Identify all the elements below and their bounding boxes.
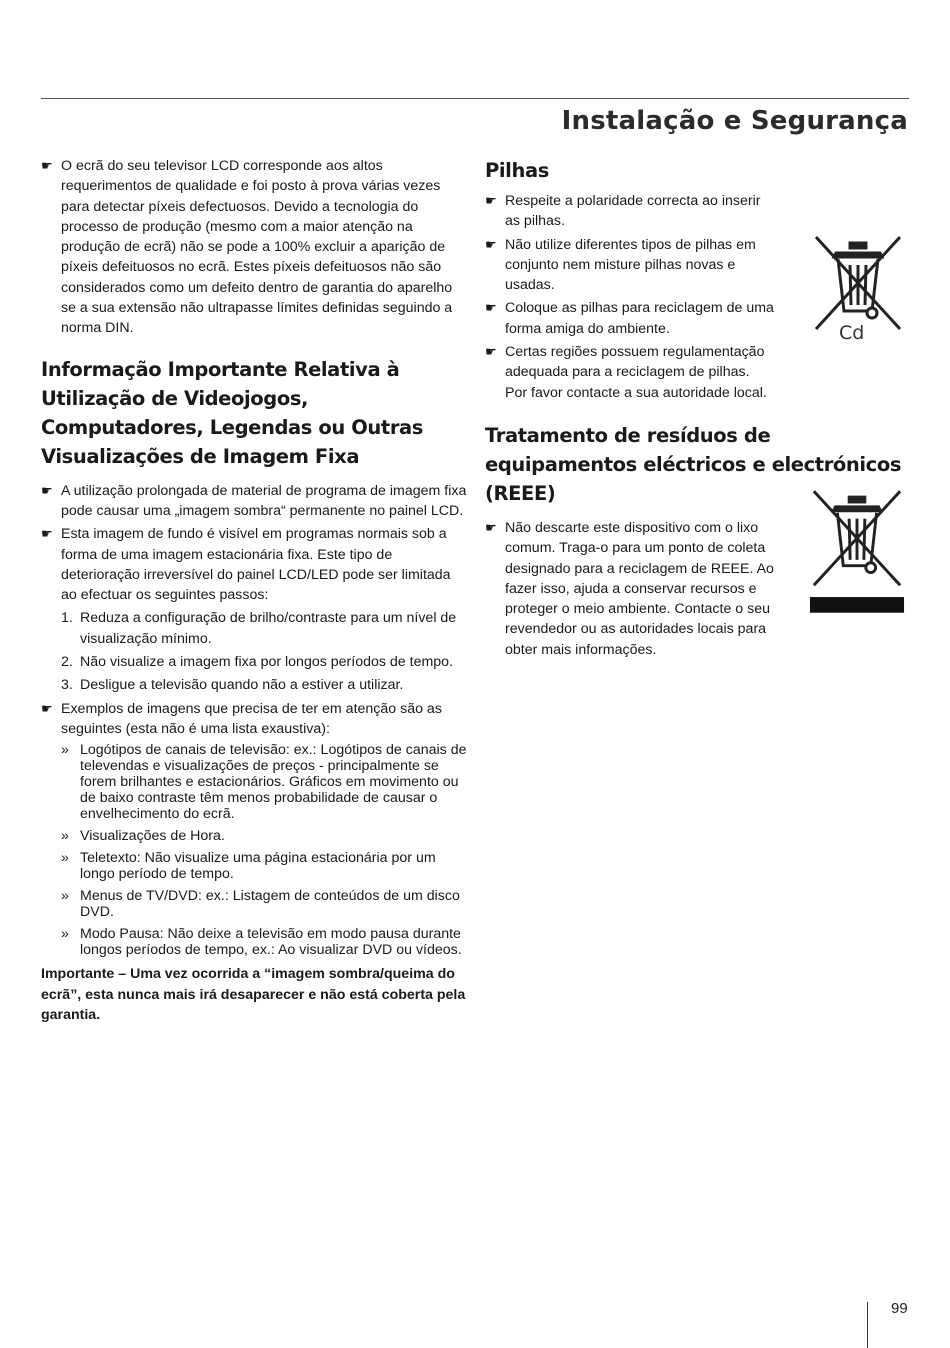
pointing-hand-icon: ☛: [485, 519, 497, 535]
intro-text: O ecrã do seu televisor LCD corresponde aos altos requerimentos de qualidade e foi posto à prova várias vezes para detectar píxeis defectuosos. Devido a tecnologia do processo de produção (mesmo com a maior atenção na produção de ecrã) não se pode a 100% excluir a aparição de píxeis defeituosos no ecrã. Estes píxeis defeituosos não são considerados como um defeito dentro de garantia do aparelho se a sua extensão não ultrapasse límites definidas seguindo a norma DIN.: [61, 158, 453, 337]
list-item: [41, 156, 469, 339]
examples-intro-list: [41, 699, 469, 740]
sub-bullet-icon: »: [61, 742, 69, 759]
bullet-text: Exemplos de imagens que precisa de ter em atenção são as seguintes (esta não é uma lista exaustiva):: [61, 700, 442, 737]
list-item: [41, 699, 469, 740]
list-item: [485, 298, 775, 339]
step-text: Reduza a configuração de brilho/contraste para um nível de visualização mínimo.: [80, 610, 457, 647]
left-column: [41, 156, 469, 1039]
list-item: [485, 518, 775, 660]
top-rule: [41, 98, 909, 99]
pointing-hand-icon: ☛: [41, 482, 53, 498]
step-text: Desligue a televisão quando não a estiver a utilizar.: [80, 677, 404, 694]
list-item: [485, 235, 775, 296]
still-image-list: [41, 481, 469, 606]
step-item: [41, 675, 469, 695]
cadmium-label: Cd: [839, 322, 865, 344]
example-item: [41, 850, 469, 882]
bullet-text: Não utilize diferentes tipos de pilhas em conjunto nem misture pilhas novas e usadas.: [505, 236, 756, 294]
bullet-text: Certas regiões possuem regulamentação adequada para a reciclagem de pilhas. Por favor contacte a sua autoridade local.: [505, 344, 767, 401]
still-image-heading: Informação Importante Relativa à Utilização de Videojogos, Computadores, Legendas ou Outras Visualizações de Imagem Fixa: [41, 357, 424, 468]
list-item: [41, 524, 469, 605]
step-number: 1.: [61, 610, 73, 627]
pointing-hand-icon: ☛: [485, 344, 497, 360]
example-text: Teletexto: Não visualize uma página estacionária por um longo período de tempo.: [80, 850, 436, 883]
list-item: [41, 481, 469, 522]
batteries-list: [485, 191, 775, 403]
batteries-heading: Pilhas: [485, 159, 549, 182]
step-item: [41, 608, 469, 649]
bullet-text: Esta imagem de fundo é visível em programas normais sob a forma de uma imagem estacionária fixa. Este tipo de deterioração irreversível do painel LCD/LED pode ser limitada ao efectuar os seguintes passos:: [61, 526, 451, 604]
example-text: Menus de TV/DVD: ex.: Listagem de conteúdos de um disco DVD.: [80, 888, 460, 921]
sub-bullet-icon: »: [61, 850, 69, 867]
bullet-text: A utilização prolongada de material de programa de imagem fixa pode causar uma „imagem sombra“ permanente no painel LCD.: [61, 482, 467, 519]
example-item: [41, 888, 469, 920]
weee-heading: Tratamento de resíduos de equipamentos eléctricos e electrónicos (REEE): [485, 423, 902, 505]
important-note: Importante – Uma vez ocorrida a “imagem sombra/queima do ecrã”, esta nunca mais irá desaparecer e não está coberta pela garantia.: [41, 966, 466, 1023]
bullet-text: Coloque as pilhas para reciclagem de uma forma amiga do ambiente.: [505, 300, 774, 337]
list-item: [485, 342, 775, 403]
intro-list: [41, 156, 469, 339]
bullet-text: Respeite a polaridade correcta ao inserir as pilhas.: [505, 193, 761, 230]
sub-bullet-icon: »: [61, 828, 69, 845]
pointing-hand-icon: ☛: [41, 700, 53, 716]
step-number: 2.: [61, 654, 73, 671]
step-text: Não visualize a imagem fixa por longos períodos de tempo.: [80, 654, 454, 671]
steps-list: [41, 608, 469, 695]
crossed-bin-weee-icon: [808, 487, 906, 615]
pointing-hand-icon: ☛: [485, 193, 497, 208]
pointing-hand-icon: ☛: [485, 236, 497, 252]
page-number-rule: [867, 1302, 868, 1348]
sub-bullet-icon: »: [61, 926, 69, 943]
step-number: 3.: [61, 677, 73, 694]
example-text: Logótipos de canais de televisão: ex.: Logótipos de canais de televendas e visualizações de preços - principalmente se forem brilhantes e estacionários. Gráficos em movimento ou de baixo contraste têm menos probabilidade de causar o envelhecimento do ecrã.: [80, 742, 467, 823]
example-item: [41, 828, 469, 844]
examples-list: [41, 742, 469, 958]
example-text: Modo Pausa: Não deixe a televisão em modo pausa durante longos períodos de tempo, ex.: Ao visualizar DVD ou vídeos.: [80, 926, 462, 959]
pointing-hand-icon: ☛: [485, 300, 497, 316]
list-item: [485, 191, 775, 232]
example-item: [41, 926, 469, 958]
weee-list: [485, 518, 775, 660]
pointing-hand-icon: ☛: [41, 526, 53, 542]
pointing-hand-icon: ☛: [41, 158, 53, 173]
sub-bullet-icon: »: [61, 888, 69, 905]
example-text: Visualizações de Hora.: [80, 828, 225, 845]
example-item: [41, 742, 469, 822]
bullet-text: Não descarte este dispositivo com o lixo comum. Traga-o para um ponto de coleta designado para a reciclagem de REEE. Ao fazer isso, ajuda a conservar recursos e proteger o meio ambiente. Contacte o seu revendedor ou as autoridades locais para obter mais informações.: [505, 519, 774, 658]
page-number: 99: [891, 1300, 908, 1317]
step-item: [41, 652, 469, 672]
page-title: Instalação e Segurança: [561, 106, 908, 136]
